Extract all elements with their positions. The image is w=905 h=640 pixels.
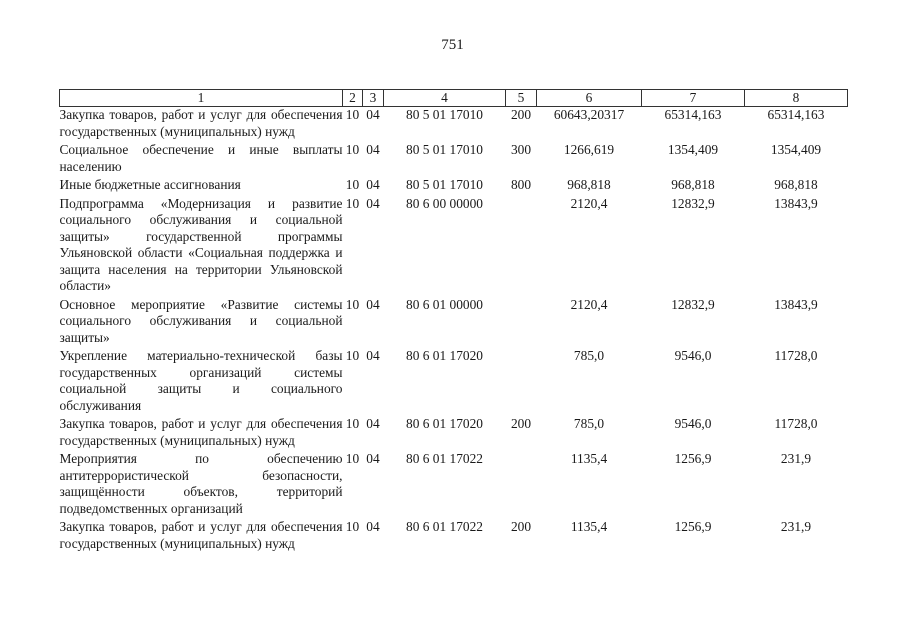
cell-amount-6: 968,818	[567, 177, 611, 192]
cell-expense-type	[506, 451, 537, 519]
cell-amount-8: 13843,9	[774, 296, 818, 312]
cell-amount-6: 1266,619	[563, 142, 615, 157]
cell-subsection: 04	[366, 142, 380, 157]
cell-amount-6: 1135,4	[570, 519, 608, 534]
table-row	[60, 297, 848, 349]
row-name: Иные бюджетные ассигнования	[59, 177, 241, 192]
row-name: Подпрограмма «Модернизация и развитие социального обслуживания и социальной защиты» государственной программы Ульяновской области «Социальная поддержка и защита населения на территории Ульяновской области»	[59, 195, 343, 293]
column-header: 5	[506, 90, 537, 107]
column-header: 2	[343, 90, 363, 107]
cell-amount-6: 785,0	[573, 416, 605, 431]
cell-amount-7: 9546,0	[674, 416, 712, 431]
cell-expense-type	[506, 348, 537, 416]
cell-expense-type	[506, 196, 537, 297]
cell-amount-8: 231,9	[780, 451, 812, 466]
cell-expense-type	[506, 297, 537, 349]
column-header: 3	[363, 90, 384, 107]
cell-amount-8: 65314,163	[767, 107, 825, 122]
cell-amount-6: 785,0	[573, 348, 605, 363]
cell-section: 10	[345, 348, 360, 363]
cell-amount-8: 1354,409	[770, 142, 822, 157]
column-header: 6	[537, 90, 642, 107]
page-number: 751	[441, 37, 464, 53]
cell-section: 10	[345, 416, 360, 431]
cell-subsection: 04	[366, 348, 380, 363]
table-row	[60, 107, 848, 143]
cell-subsection: 04	[366, 416, 380, 431]
column-header: 8	[745, 90, 848, 107]
cell-target-code: 80 6 01 00000	[406, 296, 483, 312]
cell-section: 10	[345, 296, 360, 312]
cell-amount-8: 11728,0	[774, 416, 818, 431]
cell-amount-6: 60643,20317	[553, 107, 625, 122]
cell-section: 10	[345, 451, 360, 466]
cell-section: 10	[345, 177, 360, 192]
cell-amount-8: 13843,9	[774, 195, 818, 211]
cell-amount-8: 231,9	[780, 519, 812, 534]
cell-amount-7: 1256,9	[674, 519, 712, 534]
cell-expense-type: 200	[510, 519, 532, 534]
cell-amount-7: 9546,0	[674, 348, 712, 363]
cell-amount-7: 1354,409	[667, 142, 719, 157]
row-name: Закупка товаров, работ и услуг для обеспечения государственных (муниципальных) нужд	[59, 519, 343, 551]
cell-subsection: 04	[366, 177, 380, 192]
column-header: 1	[60, 90, 343, 107]
cell-section: 10	[345, 107, 360, 122]
cell-target-code: 80 6 01 17022	[406, 451, 483, 466]
cell-amount-6: 2120,4	[570, 195, 608, 211]
cell-target-code: 80 5 01 17010	[406, 177, 483, 192]
cell-amount-7: 12832,9	[671, 195, 715, 211]
row-name: Укрепление материально-технической базы государственных организаций системы социальной защиты и социального обслуживания	[59, 348, 343, 413]
table-row	[60, 416, 848, 451]
cell-target-code: 80 6 01 17020	[406, 416, 483, 431]
budget-table	[59, 89, 848, 554]
cell-amount-8: 968,818	[774, 177, 818, 192]
cell-target-code: 80 5 01 17010	[406, 142, 483, 157]
cell-section: 10	[345, 142, 360, 157]
table-row	[60, 519, 848, 554]
cell-section: 10	[345, 519, 360, 534]
row-name: Закупка товаров, работ и услуг для обеспечения государственных (муниципальных) нужд	[59, 416, 343, 448]
row-name: Основное мероприятие «Развитие системы социального обслуживания и социальной защиты»	[59, 296, 343, 345]
cell-expense-type: 300	[510, 142, 532, 157]
table-row	[60, 142, 848, 177]
row-name: Закупка товаров, работ и услуг для обеспечения государственных (муниципальных) нужд	[59, 107, 343, 139]
cell-amount-8: 11728,0	[774, 348, 818, 363]
table-row	[60, 196, 848, 297]
cell-expense-type: 800	[510, 177, 532, 192]
cell-amount-7: 12832,9	[671, 296, 715, 312]
cell-amount-6: 1135,4	[570, 451, 608, 466]
cell-subsection: 04	[366, 195, 380, 211]
cell-target-code: 80 6 01 17022	[406, 519, 483, 534]
row-name: Мероприятия по обеспечению антитеррористической безопасности, защищённости объектов, территорий подведомственных организаций	[59, 451, 343, 516]
column-header: 4	[384, 90, 506, 107]
cell-subsection: 04	[366, 519, 380, 534]
cell-expense-type: 200	[510, 107, 532, 122]
cell-subsection: 04	[366, 296, 380, 312]
cell-amount-6: 2120,4	[570, 296, 608, 312]
cell-target-code: 80 6 01 17020	[406, 348, 483, 363]
cell-amount-7: 65314,163	[664, 107, 722, 122]
cell-amount-7: 1256,9	[674, 451, 712, 466]
table-row	[60, 451, 848, 519]
cell-expense-type: 200	[510, 416, 532, 431]
column-header: 7	[642, 90, 745, 107]
cell-section: 10	[345, 195, 360, 211]
cell-amount-7: 968,818	[671, 177, 715, 192]
table-row	[60, 177, 848, 196]
row-name: Социальное обеспечение и иные выплаты населению	[59, 142, 343, 174]
cell-target-code: 80 5 01 17010	[406, 107, 483, 122]
cell-subsection: 04	[366, 451, 380, 466]
cell-target-code: 80 6 00 00000	[406, 195, 483, 211]
table-row	[60, 348, 848, 416]
table-header-row	[60, 90, 848, 107]
cell-subsection: 04	[366, 107, 380, 122]
